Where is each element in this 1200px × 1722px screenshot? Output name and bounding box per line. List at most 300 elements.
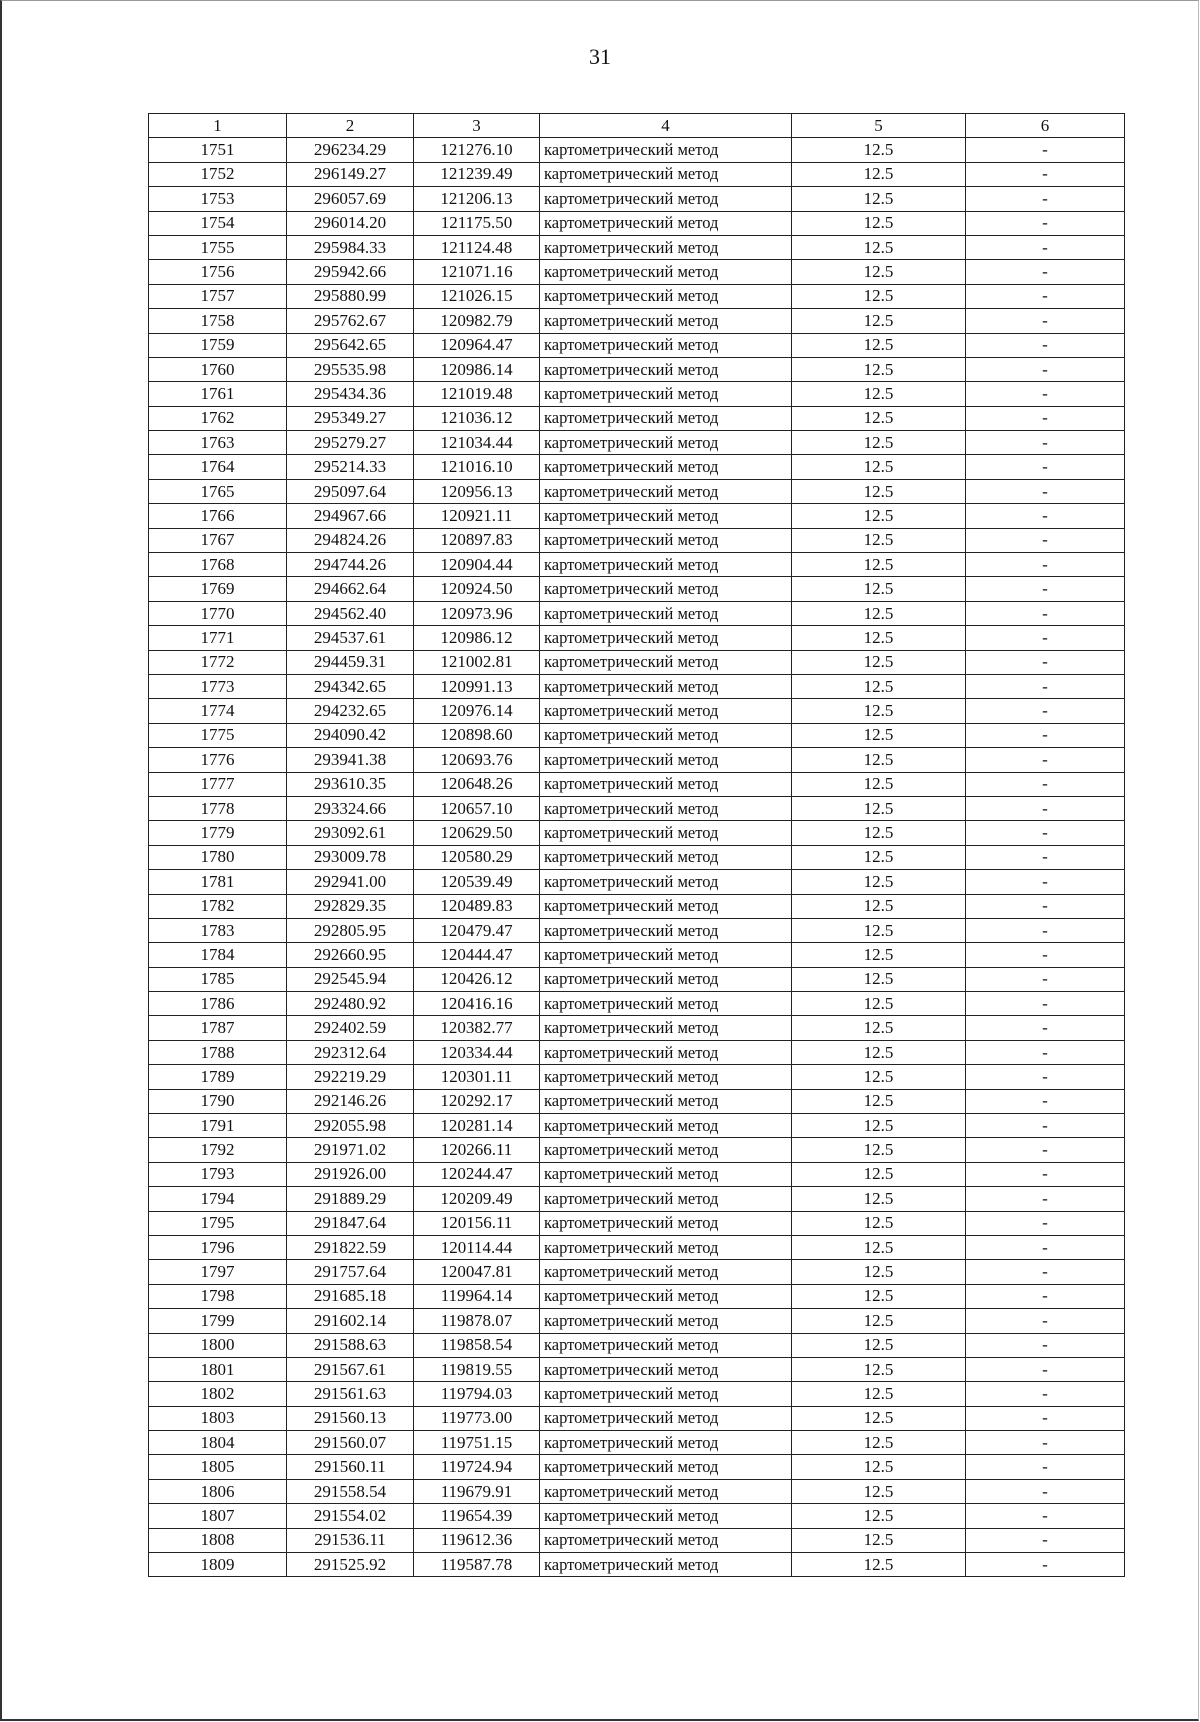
x-coordinate-cell: 291560.07 [287,1431,414,1455]
method-cell: картометрический метод [540,1162,792,1186]
table-row [149,918,1125,942]
accuracy-cell: 12.5 [792,748,966,772]
y-coordinate-cell: 120444.47 [414,943,540,967]
accuracy-cell: 12.5 [792,138,966,162]
method-cell: картометрический метод [540,1187,792,1211]
point-number-cell: 1800 [149,1333,287,1357]
table-row [149,1479,1125,1503]
accuracy-cell: 12.5 [792,479,966,503]
method-cell: картометрический метод [540,1333,792,1357]
column-header: 5 [792,114,966,138]
note-cell: - [966,992,1125,1016]
x-coordinate-cell: 291602.14 [287,1309,414,1333]
accuracy-cell: 12.5 [792,943,966,967]
point-number-cell: 1777 [149,772,287,796]
point-number-cell: 1783 [149,918,287,942]
y-coordinate-cell: 120648.26 [414,772,540,796]
method-cell: картометрический метод [540,699,792,723]
accuracy-cell: 12.5 [792,309,966,333]
note-cell: - [966,382,1125,406]
point-number-cell: 1773 [149,674,287,698]
note-cell: - [966,870,1125,894]
note-cell: - [966,1040,1125,1064]
point-number-cell: 1769 [149,577,287,601]
method-cell: картометрический метод [540,382,792,406]
y-coordinate-cell: 120539.49 [414,870,540,894]
x-coordinate-cell: 295942.66 [287,260,414,284]
table-row [149,1162,1125,1186]
accuracy-cell: 12.5 [792,601,966,625]
point-number-cell: 1751 [149,138,287,162]
method-cell: картометрический метод [540,284,792,308]
note-cell: - [966,1479,1125,1503]
table-row [149,211,1125,235]
method-cell: картометрический метод [540,1382,792,1406]
point-number-cell: 1776 [149,748,287,772]
y-coordinate-cell: 120382.77 [414,1016,540,1040]
table-row [149,1114,1125,1138]
point-number-cell: 1782 [149,894,287,918]
x-coordinate-cell: 292219.29 [287,1065,414,1089]
table-row [149,284,1125,308]
method-cell: картометрический метод [540,918,792,942]
note-cell: - [966,455,1125,479]
x-coordinate-cell: 291560.11 [287,1455,414,1479]
accuracy-cell: 12.5 [792,211,966,235]
y-coordinate-cell: 120156.11 [414,1211,540,1235]
method-cell: картометрический метод [540,577,792,601]
y-coordinate-cell: 120986.14 [414,357,540,381]
note-cell: - [966,1211,1125,1235]
accuracy-cell: 12.5 [792,967,966,991]
note-cell: - [966,1016,1125,1040]
note-cell: - [966,162,1125,186]
accuracy-cell: 12.5 [792,1553,966,1577]
accuracy-cell: 12.5 [792,772,966,796]
method-cell: картометрический метод [540,1065,792,1089]
accuracy-cell: 12.5 [792,235,966,259]
y-coordinate-cell: 120416.16 [414,992,540,1016]
method-cell: картометрический метод [540,992,792,1016]
point-number-cell: 1789 [149,1065,287,1089]
accuracy-cell: 12.5 [792,650,966,674]
point-number-cell: 1796 [149,1235,287,1259]
accuracy-cell: 12.5 [792,187,966,211]
table-row [149,748,1125,772]
point-number-cell: 1762 [149,406,287,430]
method-cell: картометрический метод [540,723,792,747]
y-coordinate-cell: 121239.49 [414,162,540,186]
column-header: 1 [149,114,287,138]
table-row [149,1260,1125,1284]
method-cell: картометрический метод [540,1357,792,1381]
note-cell: - [966,967,1125,991]
method-cell: картометрический метод [540,1431,792,1455]
note-cell: - [966,1406,1125,1430]
accuracy-cell: 12.5 [792,1040,966,1064]
x-coordinate-cell: 291847.64 [287,1211,414,1235]
note-cell: - [966,577,1125,601]
note-cell: - [966,1284,1125,1308]
table-row [149,723,1125,747]
table-row [149,553,1125,577]
y-coordinate-cell: 120426.12 [414,967,540,991]
x-coordinate-cell: 295984.33 [287,235,414,259]
accuracy-cell: 12.5 [792,918,966,942]
point-number-cell: 1752 [149,162,287,186]
method-cell: картометрический метод [540,943,792,967]
method-cell: картометрический метод [540,138,792,162]
x-coordinate-cell: 291685.18 [287,1284,414,1308]
column-header: 3 [414,114,540,138]
method-cell: картометрический метод [540,1406,792,1430]
table-row [149,1284,1125,1308]
point-number-cell: 1801 [149,1357,287,1381]
point-number-cell: 1775 [149,723,287,747]
method-cell: картометрический метод [540,162,792,186]
y-coordinate-cell: 119964.14 [414,1284,540,1308]
x-coordinate-cell: 294662.64 [287,577,414,601]
note-cell: - [966,406,1125,430]
x-coordinate-cell: 291567.61 [287,1357,414,1381]
accuracy-cell: 12.5 [792,1284,966,1308]
x-coordinate-cell: 292146.26 [287,1089,414,1113]
point-number-cell: 1809 [149,1553,287,1577]
table-row [149,406,1125,430]
note-cell: - [966,1235,1125,1259]
accuracy-cell: 12.5 [792,1260,966,1284]
accuracy-cell: 12.5 [792,723,966,747]
table-row [149,235,1125,259]
x-coordinate-cell: 291554.02 [287,1504,414,1528]
method-cell: картометрический метод [540,1138,792,1162]
coordinates-table [148,113,1125,1577]
y-coordinate-cell: 119724.94 [414,1455,540,1479]
table-row [149,431,1125,455]
note-cell: - [966,601,1125,625]
y-coordinate-cell: 121002.81 [414,650,540,674]
y-coordinate-cell: 121124.48 [414,235,540,259]
y-coordinate-cell: 119794.03 [414,1382,540,1406]
point-number-cell: 1808 [149,1528,287,1552]
x-coordinate-cell: 294342.65 [287,674,414,698]
y-coordinate-cell: 119612.36 [414,1528,540,1552]
accuracy-cell: 12.5 [792,1211,966,1235]
x-coordinate-cell: 296057.69 [287,187,414,211]
accuracy-cell: 12.5 [792,504,966,528]
y-coordinate-cell: 120334.44 [414,1040,540,1064]
x-coordinate-cell: 291558.54 [287,1479,414,1503]
point-number-cell: 1784 [149,943,287,967]
point-number-cell: 1763 [149,431,287,455]
y-coordinate-cell: 121276.10 [414,138,540,162]
accuracy-cell: 12.5 [792,870,966,894]
x-coordinate-cell: 294232.65 [287,699,414,723]
method-cell: картометрический метод [540,1211,792,1235]
point-number-cell: 1754 [149,211,287,235]
table-row [149,870,1125,894]
table-row [149,674,1125,698]
table-row [149,1235,1125,1259]
accuracy-cell: 12.5 [792,674,966,698]
note-cell: - [966,1431,1125,1455]
point-number-cell: 1799 [149,1309,287,1333]
y-coordinate-cell: 120904.44 [414,553,540,577]
x-coordinate-cell: 295434.36 [287,382,414,406]
point-number-cell: 1780 [149,845,287,869]
note-cell: - [966,235,1125,259]
table-row [149,577,1125,601]
table-row [149,1016,1125,1040]
method-cell: картометрический метод [540,894,792,918]
method-cell: картометрический метод [540,1528,792,1552]
method-cell: картометрический метод [540,357,792,381]
point-number-cell: 1778 [149,796,287,820]
x-coordinate-cell: 295214.33 [287,455,414,479]
x-coordinate-cell: 292480.92 [287,992,414,1016]
note-cell: - [966,894,1125,918]
table-row [149,992,1125,1016]
point-number-cell: 1797 [149,1260,287,1284]
note-cell: - [966,1455,1125,1479]
y-coordinate-cell: 120479.47 [414,918,540,942]
note-cell: - [966,309,1125,333]
note-cell: - [966,1357,1125,1381]
table-row [149,382,1125,406]
x-coordinate-cell: 291560.13 [287,1406,414,1430]
y-coordinate-cell: 121175.50 [414,211,540,235]
method-cell: картометрический метод [540,333,792,357]
y-coordinate-cell: 120924.50 [414,577,540,601]
point-number-cell: 1765 [149,479,287,503]
table-row [149,1455,1125,1479]
accuracy-cell: 12.5 [792,1406,966,1430]
y-coordinate-cell: 119587.78 [414,1553,540,1577]
note-cell: - [966,845,1125,869]
method-cell: картометрический метод [540,650,792,674]
x-coordinate-cell: 292402.59 [287,1016,414,1040]
table-row [149,1089,1125,1113]
accuracy-cell: 12.5 [792,1016,966,1040]
table-row [149,504,1125,528]
accuracy-cell: 12.5 [792,992,966,1016]
note-cell: - [966,479,1125,503]
note-cell: - [966,284,1125,308]
x-coordinate-cell: 291971.02 [287,1138,414,1162]
point-number-cell: 1755 [149,235,287,259]
y-coordinate-cell: 120629.50 [414,821,540,845]
x-coordinate-cell: 292660.95 [287,943,414,967]
x-coordinate-cell: 295349.27 [287,406,414,430]
method-cell: картометрический метод [540,1235,792,1259]
x-coordinate-cell: 291525.92 [287,1553,414,1577]
note-cell: - [966,748,1125,772]
table-row [149,528,1125,552]
table-row [149,1528,1125,1552]
point-number-cell: 1779 [149,821,287,845]
method-cell: картометрический метод [540,1114,792,1138]
x-coordinate-cell: 294537.61 [287,626,414,650]
table-row [149,260,1125,284]
method-cell: картометрический метод [540,553,792,577]
table-row [149,1357,1125,1381]
accuracy-cell: 12.5 [792,1089,966,1113]
x-coordinate-cell: 292312.64 [287,1040,414,1064]
table-row [149,1406,1125,1430]
note-cell: - [966,431,1125,455]
y-coordinate-cell: 121019.48 [414,382,540,406]
x-coordinate-cell: 294459.31 [287,650,414,674]
y-coordinate-cell: 120897.83 [414,528,540,552]
note-cell: - [966,699,1125,723]
note-cell: - [966,1089,1125,1113]
accuracy-cell: 12.5 [792,357,966,381]
accuracy-cell: 12.5 [792,553,966,577]
accuracy-cell: 12.5 [792,699,966,723]
y-coordinate-cell: 120693.76 [414,748,540,772]
accuracy-cell: 12.5 [792,1162,966,1186]
method-cell: картометрический метод [540,1504,792,1528]
method-cell: картометрический метод [540,431,792,455]
table-row [149,943,1125,967]
table-row [149,821,1125,845]
x-coordinate-cell: 294967.66 [287,504,414,528]
x-coordinate-cell: 293092.61 [287,821,414,845]
accuracy-cell: 12.5 [792,1065,966,1089]
point-number-cell: 1774 [149,699,287,723]
y-coordinate-cell: 121016.10 [414,455,540,479]
point-number-cell: 1805 [149,1455,287,1479]
table-row [149,772,1125,796]
method-cell: картометрический метод [540,1553,792,1577]
table-row [149,1065,1125,1089]
method-cell: картометрический метод [540,1309,792,1333]
note-cell: - [966,1504,1125,1528]
x-coordinate-cell: 292805.95 [287,918,414,942]
method-cell: картометрический метод [540,406,792,430]
y-coordinate-cell: 120986.12 [414,626,540,650]
point-number-cell: 1792 [149,1138,287,1162]
point-number-cell: 1760 [149,357,287,381]
table-row [149,1211,1125,1235]
x-coordinate-cell: 294562.40 [287,601,414,625]
note-cell: - [966,943,1125,967]
point-number-cell: 1806 [149,1479,287,1503]
y-coordinate-cell: 121036.12 [414,406,540,430]
accuracy-cell: 12.5 [792,162,966,186]
note-cell: - [966,187,1125,211]
y-coordinate-cell: 120921.11 [414,504,540,528]
y-coordinate-cell: 120976.14 [414,699,540,723]
point-number-cell: 1768 [149,553,287,577]
method-cell: картометрический метод [540,528,792,552]
y-coordinate-cell: 120580.29 [414,845,540,869]
method-cell: картометрический метод [540,1089,792,1113]
accuracy-cell: 12.5 [792,333,966,357]
note-cell: - [966,1187,1125,1211]
y-coordinate-cell: 119654.39 [414,1504,540,1528]
accuracy-cell: 12.5 [792,577,966,601]
note-cell: - [966,674,1125,698]
accuracy-cell: 12.5 [792,1333,966,1357]
note-cell: - [966,821,1125,845]
note-cell: - [966,1138,1125,1162]
x-coordinate-cell: 291926.00 [287,1162,414,1186]
x-coordinate-cell: 296149.27 [287,162,414,186]
point-number-cell: 1757 [149,284,287,308]
y-coordinate-cell: 121071.16 [414,260,540,284]
accuracy-cell: 12.5 [792,1504,966,1528]
point-number-cell: 1767 [149,528,287,552]
note-cell: - [966,1528,1125,1552]
y-coordinate-cell: 120209.49 [414,1187,540,1211]
point-number-cell: 1790 [149,1089,287,1113]
method-cell: картометрический метод [540,1284,792,1308]
x-coordinate-cell: 293941.38 [287,748,414,772]
accuracy-cell: 12.5 [792,821,966,845]
y-coordinate-cell: 120301.11 [414,1065,540,1089]
method-cell: картометрический метод [540,796,792,820]
x-coordinate-cell: 293009.78 [287,845,414,869]
table-row [149,162,1125,186]
method-cell: картометрический метод [540,1040,792,1064]
accuracy-cell: 12.5 [792,1357,966,1381]
x-coordinate-cell: 294090.42 [287,723,414,747]
x-coordinate-cell: 293324.66 [287,796,414,820]
note-cell: - [966,504,1125,528]
point-number-cell: 1764 [149,455,287,479]
note-cell: - [966,553,1125,577]
accuracy-cell: 12.5 [792,1431,966,1455]
y-coordinate-cell: 120964.47 [414,333,540,357]
point-number-cell: 1753 [149,187,287,211]
point-number-cell: 1761 [149,382,287,406]
table-row [149,601,1125,625]
table-header-row [149,114,1125,138]
note-cell: - [966,138,1125,162]
table-row [149,1333,1125,1357]
note-cell: - [966,1162,1125,1186]
x-coordinate-cell: 295097.64 [287,479,414,503]
accuracy-cell: 12.5 [792,1479,966,1503]
table-row [149,1309,1125,1333]
y-coordinate-cell: 119878.07 [414,1309,540,1333]
note-cell: - [966,1382,1125,1406]
point-number-cell: 1802 [149,1382,287,1406]
method-cell: картометрический метод [540,626,792,650]
x-coordinate-cell: 292545.94 [287,967,414,991]
y-coordinate-cell: 120898.60 [414,723,540,747]
accuracy-cell: 12.5 [792,260,966,284]
note-cell: - [966,357,1125,381]
note-cell: - [966,1065,1125,1089]
point-number-cell: 1788 [149,1040,287,1064]
point-number-cell: 1781 [149,870,287,894]
method-cell: картометрический метод [540,1260,792,1284]
table-row [149,455,1125,479]
x-coordinate-cell: 295279.27 [287,431,414,455]
point-number-cell: 1771 [149,626,287,650]
accuracy-cell: 12.5 [792,431,966,455]
note-cell: - [966,626,1125,650]
method-cell: картометрический метод [540,967,792,991]
x-coordinate-cell: 295880.99 [287,284,414,308]
table-row [149,967,1125,991]
x-coordinate-cell: 292055.98 [287,1114,414,1138]
note-cell: - [966,260,1125,284]
y-coordinate-cell: 120489.83 [414,894,540,918]
x-coordinate-cell: 291757.64 [287,1260,414,1284]
